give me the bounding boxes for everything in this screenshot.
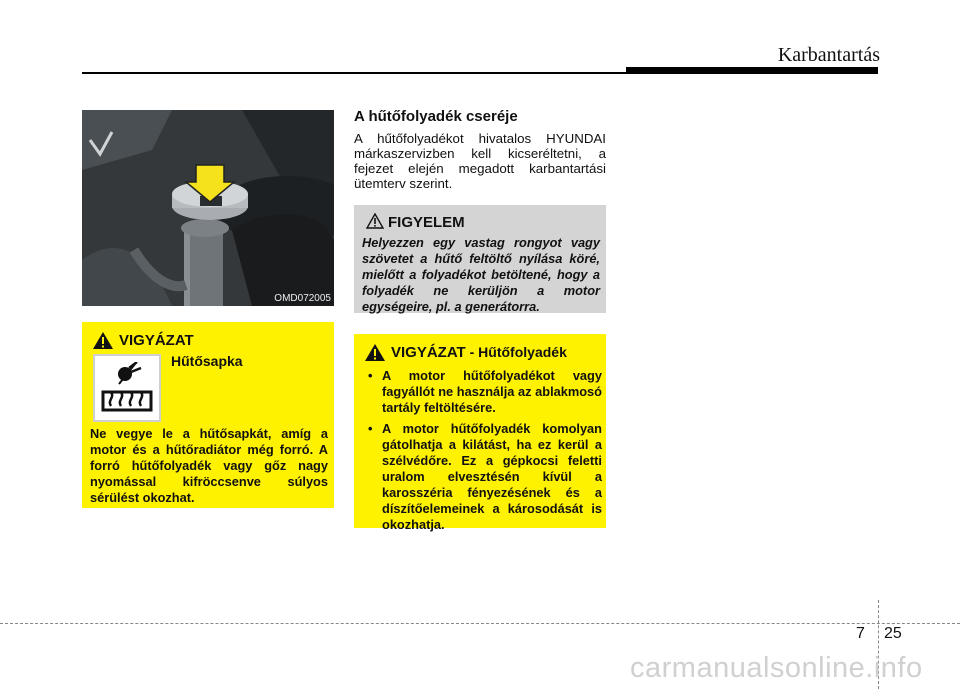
notice-box xyxy=(354,205,606,313)
notice-heading: FIGYELEM xyxy=(388,214,465,231)
warning-cap-text: Ne vegye le a hűtősapkát, amíg a motor és a hűtőradiátor még forró. A forró hűtőfolyadék vagy gőz nagy nyomással kifröccsenve súlyos sérülést okozhat. xyxy=(90,426,328,505)
figure-code: OMD072005 xyxy=(274,293,331,304)
warning-cap-heading: VIGYÁZAT xyxy=(119,332,194,349)
warning-cap-subtitle: Hűtősapka xyxy=(171,353,243,369)
warning-coolant-list xyxy=(362,368,602,538)
section-title: A hűtőfolyadék cseréje xyxy=(354,108,518,125)
header-rule xyxy=(82,72,630,74)
coolant-cap-illustration xyxy=(82,110,334,306)
hot-radiator-cap-icon xyxy=(93,354,161,422)
page-number: 25 xyxy=(884,625,902,642)
warning-triangle-icon xyxy=(92,331,114,350)
watermark: carmanualsonline.info xyxy=(630,652,923,684)
list-item: • A motor hűtőfolyadék komolyan gátolhatja a kilátást, ha ez kerül a szélvédőre. Ez a gépkocsi feletti uralom elvesztésén kívül a karosszéria fényezésének és a díszítőelemeinek a károsodását is okozhatja. xyxy=(362,421,602,533)
footer-dashed-rule xyxy=(0,623,960,624)
engine-photo xyxy=(82,110,334,306)
warning-triangle-icon xyxy=(364,343,386,362)
warning-coolant-box xyxy=(354,334,606,532)
warning-cap-box xyxy=(82,322,334,508)
coolant-change-section xyxy=(354,108,606,191)
header-rule-thick xyxy=(626,67,878,74)
list-item: • A motor hűtőfolyadékot vagy fagyállót ne használja az ablakmosó tartály feltöltésére. xyxy=(362,368,602,416)
warning-coolant-heading-main: VIGYÁZAT xyxy=(391,344,466,361)
warning-coolant-heading xyxy=(391,344,567,361)
warning-coolant-heading-suffix: - Hűtőfolyadék xyxy=(465,344,567,360)
chapter-number: 7 xyxy=(856,625,865,642)
header-title: Karbantartás xyxy=(777,44,880,66)
section-body: A hűtőfolyadékot hivatalos HYUNDAI márkaszervizben kell kicseréltetni, a fejezet elején megadott karbantartási ütemterv szerint. xyxy=(354,131,606,191)
caution-triangle-icon xyxy=(366,213,384,229)
notice-text: Helyezzen egy vastag rongyot vagy szövetet a hűtő feltöltő nyílása köré, mielőtt a folyadékot betöltené, hogy a folyadék ne kerüljön a motor egységeire, pl. a generátorra. xyxy=(362,235,600,314)
